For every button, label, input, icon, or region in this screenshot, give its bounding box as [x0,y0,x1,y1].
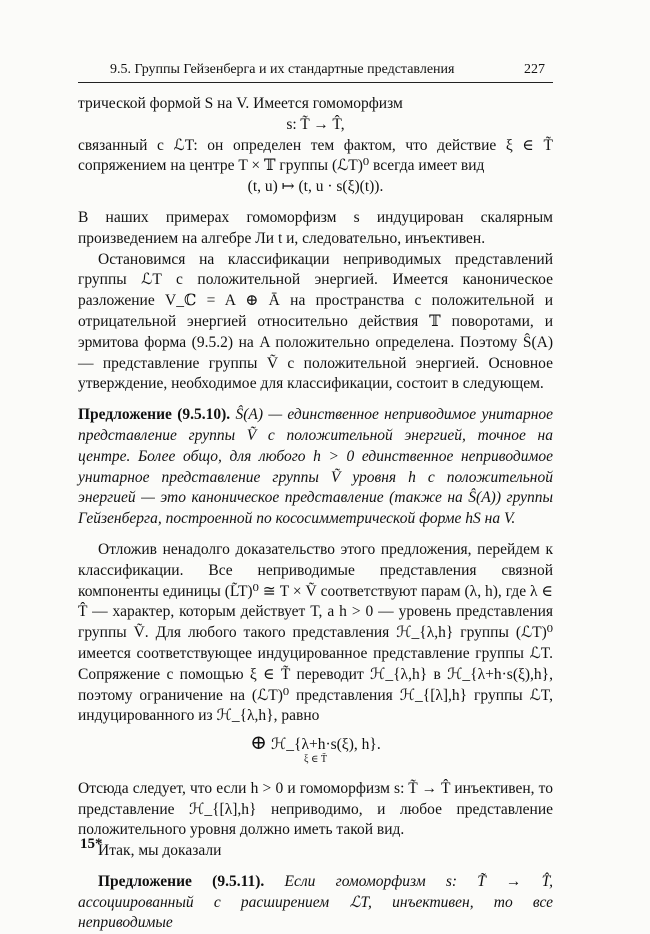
sum-expression: ℋ_{λ+h·s(ξ), h}. [270,736,381,754]
paragraph-1: трической формой S на V. Имеется гомоморфизм [78,95,403,112]
direct-sum-icon: ⊕ [250,732,268,755]
proposition-label: Предложение (9.5.10). [78,406,231,424]
proposition-label: Предложение (9.5.11). [98,872,265,890]
printer-signature: 15* [80,836,103,852]
paragraph-7: Итак, мы доказали [98,842,222,860]
paragraph-6: Отсюда следует, что если h > 0 и гомоморфизм s: T̃ → T̂ инъективен, то представление ℋ_{[λ],h} неприводимо, и любое представление положительного уровня должно иметь такой вид. [78,779,553,839]
sum-subscript: ξ ∈ T̃ [304,753,327,765]
paragraph-4: Остановимся на классификации неприводимых представлений группы ℒT с положительной энергией. Имеется каноническое разложение V_ℂ = A ⊕ Ā на пространства с положительной и отрицательной энергией относительно действия 𝕋 поворотами, и эрмитова форма (9.5.2) на A положительно определена. Поэтому Ŝ(A) — представление группы Ṽ с положительной энергией. Основное утверждение, необходимое для классификации, состоит в следующем. [78,250,553,393]
paragraph-2: связанный с ℒT: он определен тем фактом, что действие ξ ∈ T̃ сопряжением на центре T × 𝕋 группы (ℒT)⁰ всегда имеет вид [78,136,553,175]
running-header [78,58,553,83]
equation-action: (t, u) ↦ (t, u · s(ξ)(t)). [247,178,384,196]
text-body [78,94,553,934]
page-number: 227 [524,62,545,77]
paragraph-3: В наших примерах гомоморфизм s индуцирован скалярным произведением на алгебре Ли t и, следовательно, инъективен. [78,208,553,247]
direct-sum-formula [78,733,553,771]
proposition-text: Ŝ(A) — единственное неприводимое унитарное представление группы Ṽ с положительной энергией, точное на центре. Более общо, для любого h > 0 единственное неприводимое унитарное представление группы Ṽ уровня h с положительной энергией — это каноническое представление (также на Ŝ(A)) группы Гейзенберга, построенной по кососимметрической форме hS на V. [78,406,554,528]
paragraph-5: Отложив ненадолго доказательство этого предложения, перейдем к классификации. Все неприводимые представления связной компоненты единицы (L̃T)⁰ ≅ T × Ṽ соответствуют парам (λ, h), где λ ∈ T̂ — характер, которым действует T, а h > 0 — уровень представления группы Ṽ. Для любого такого представления ℋ_{λ,h} группы (ℒT)⁰ имеется соответствующее индуцированное представление группы ℒT. Сопряжение с помощью ξ ∈ T̃ переводит ℋ_{λ,h} в ℋ_{λ+h·s(ξ),h}, поэтому ограничение на (ℒT)⁰ представления ℋ_{[λ],h} группы ℒT, индуцированного из ℋ_{λ,h}, равно [78,540,553,725]
proposition-text: Если гомоморфизм s: T̃ → T̂, ассоциированный с расширением ℒT, инъективен, то все неприводимые [78,872,553,932]
running-title: 9.5. Группы Гейзенберга и их стандартные представления [110,62,455,77]
proposition-9-5-10 [78,405,553,530]
equation-homomorphism: s: T̃ → T̂, [286,115,345,133]
